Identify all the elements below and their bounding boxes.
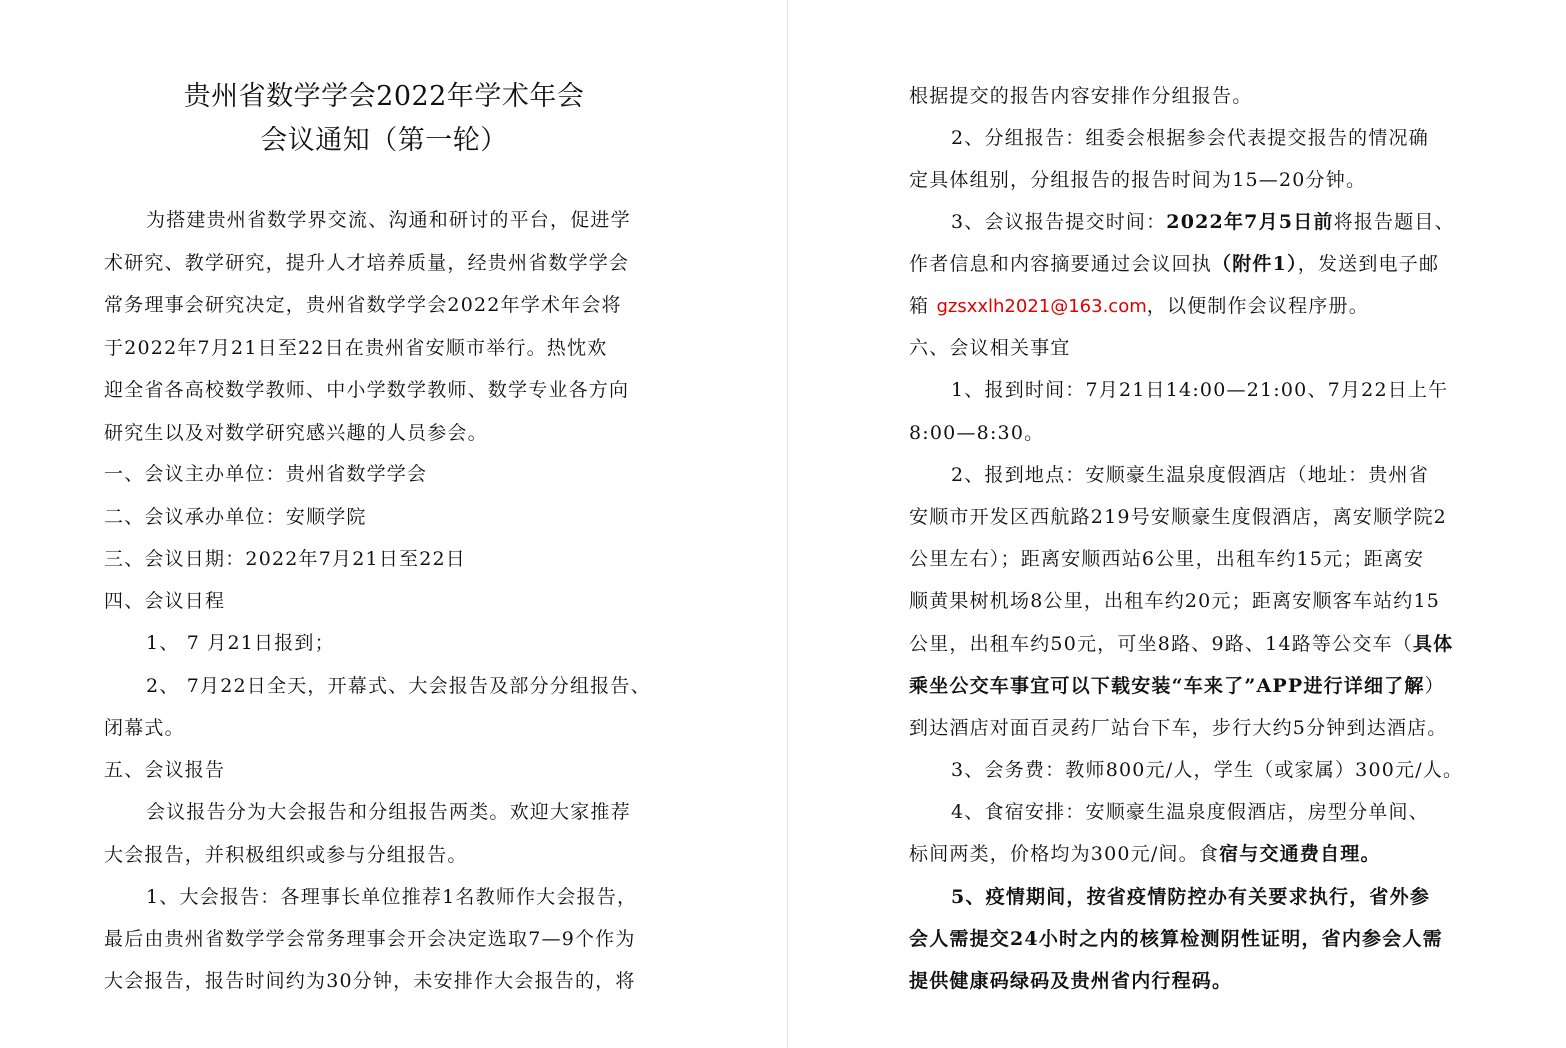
schedule-item-cont: 闭幕式。	[104, 717, 185, 739]
schedule-item: 2、 7月22日全天，开幕式、大会报告及部分分组报告、	[146, 675, 651, 697]
covid-policy-cont: 会人需提交24小时之内的核算检测阴性证明，省内参会人需	[909, 928, 1443, 950]
lodging-text: 标间两类，价格均为300元/间。食	[909, 843, 1220, 865]
submission-cont	[909, 293, 1369, 320]
submission-text: 作者信息和内容摘要通过会议回执	[909, 253, 1213, 275]
attachment-ref: （附件1）	[1212, 253, 1298, 275]
covid-policy-cont: 提供健康码绿码及贵州省内行程码。	[909, 970, 1233, 992]
plenary-report-cont: 根据提交的报告内容安排作分组报告。	[909, 85, 1253, 107]
section-logistics: 六、会议相关事宜	[909, 337, 1071, 359]
location-text: ）	[1424, 675, 1445, 697]
self-pay-note: 宿与交通费自理。	[1219, 843, 1381, 865]
location-text: 公里，出租车约50元，可坐8路、9路、14路等公交车（	[909, 633, 1413, 655]
lodging-cont	[909, 841, 1381, 867]
location-cont: 安顺市开发区西航路219号安顺豪生度假酒店，离安顺学院2	[909, 506, 1447, 528]
bus-note: 乘坐公交车事宜可以下载安装“车来了”APP进行详细了解	[909, 675, 1425, 697]
report-intro-cont: 大会报告，并积极组织或参与分组报告。	[104, 844, 468, 866]
email-link[interactable]: gzsxxlh2021@163.com	[936, 296, 1147, 317]
submission-text: 3、会议报告提交时间：	[951, 211, 1167, 233]
intro-line: 常务理事会研究决定，贵州省数学学会2022年学术年会将	[104, 294, 622, 316]
intro-line: 迎全省各高校数学教师、中小学数学教师、数学专业各方向	[104, 379, 630, 401]
doc-title: 贵州省数学学会2022年学术年会	[183, 81, 585, 112]
plenary-report-cont: 最后由贵州省数学学会常务理事会开会决定选取7—9个作为	[104, 928, 636, 950]
section-organizer: 一、会议主办单位：贵州省数学学会	[104, 463, 428, 485]
lodging: 4、食宿安排：安顺豪生温泉度假酒店，房型分单间、	[951, 801, 1429, 823]
submission-text: ，以便制作会议程序册。	[1146, 295, 1369, 317]
group-report-cont: 定具体组别，分组报告的报告时间为15—20分钟。	[909, 169, 1367, 191]
section-host: 二、会议承办单位：安顺学院	[104, 506, 367, 528]
covid-policy: 5、疫情期间，按省疫情防控办有关要求执行，省外参	[951, 886, 1431, 908]
intro-line: 为搭建贵州省数学界交流、沟通和研讨的平台，促进学	[146, 209, 631, 231]
registration-time-cont: 8:00—8:30。	[909, 422, 1045, 444]
submission-text: 将报告题目、	[1333, 211, 1455, 233]
location-cont: 顺黄果树机场8公里，出租车约20元；距离安顺客车站约15	[909, 590, 1441, 612]
page-divider	[787, 0, 788, 1048]
section-reports: 五、会议报告	[104, 759, 226, 781]
section-schedule: 四、会议日程	[104, 590, 226, 612]
schedule-item: 1、 7 月21日报到；	[146, 632, 335, 654]
submission-text: ，发送到电子邮	[1297, 253, 1440, 275]
registration-time: 1、报到时间：7月21日14:00—21:00、7月22日上午	[951, 379, 1449, 401]
report-intro: 会议报告分为大会报告和分组报告两类。欢迎大家推荐	[146, 801, 631, 823]
intro-line: 术研究、教学研究，提升人才培养质量，经贵州省数学学会	[104, 252, 630, 274]
group-report: 2、分组报告：组委会根据参会代表提交报告的情况确	[951, 127, 1429, 149]
location-cont	[909, 631, 1453, 657]
bus-note: 具体	[1412, 633, 1454, 655]
submission-cont	[909, 251, 1439, 277]
deadline-date: 2022年7月5日前	[1166, 211, 1334, 233]
section-date: 三、会议日期：2022年7月21日至22日	[104, 548, 466, 570]
registration-location: 2、报到地点：安顺豪生温泉度假酒店（地址：贵州省	[951, 464, 1429, 486]
submission-deadline	[951, 209, 1455, 235]
location-cont	[909, 673, 1445, 699]
plenary-report: 1、大会报告：各理事长单位推荐1名教师作大会报告，	[146, 886, 638, 908]
submission-text: 箱	[909, 295, 937, 317]
location-cont: 到达酒店对面百灵药厂站台下车，步行大约5分钟到达酒店。	[909, 717, 1448, 739]
plenary-report-cont: 大会报告，报告时间约为30分钟，未安排作大会报告的，将	[104, 970, 636, 992]
location-cont: 公里左右）；距离安顺西站6公里，出租车约15元；距离安	[909, 548, 1425, 570]
conference-fee: 3、会务费：教师800元/人，学生（或家属）300元/人。	[951, 759, 1464, 781]
intro-line: 研究生以及对数学研究感兴趣的人员参会。	[104, 422, 488, 444]
intro-line: 于2022年7月21日至22日在贵州省安顺市举行。热忱欢	[104, 337, 608, 359]
doc-subtitle: 会议通知（第一轮）	[260, 125, 508, 156]
